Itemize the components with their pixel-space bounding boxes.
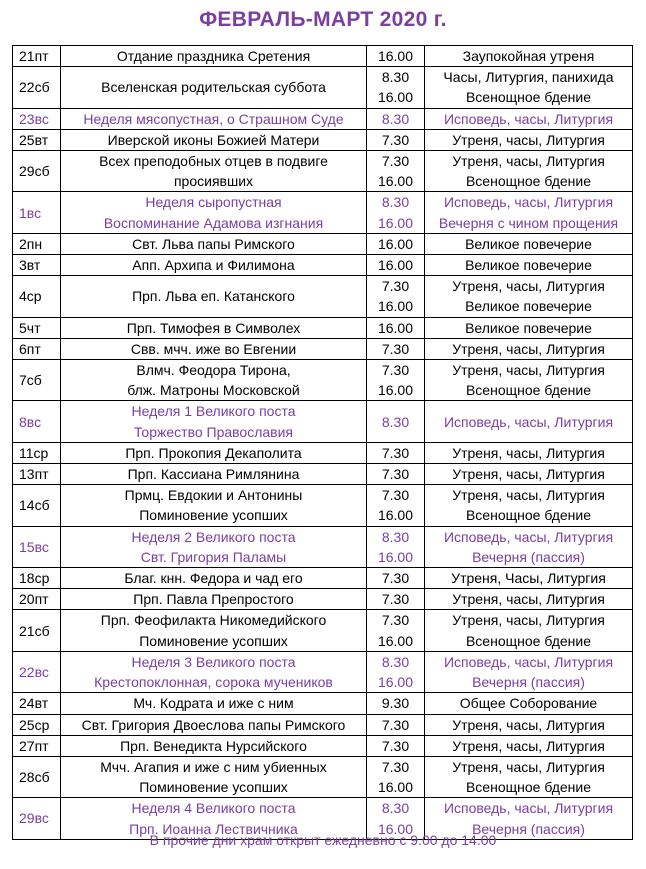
- service-cell-line: Великое повечерие: [465, 235, 592, 252]
- event-cell-line: Апп. Архипа и Филимона: [132, 257, 295, 274]
- service-cell-line: Утреня, часы, Литургия: [452, 131, 605, 148]
- event-cell-line: Неделя сыропустная: [145, 194, 282, 211]
- service-cell-line: Исповедь, часы, Литургия: [443, 528, 614, 545]
- service-cell-line: Заупокойная утреня: [462, 48, 595, 64]
- service-cell-line: Всенощное бдение: [465, 632, 592, 649]
- event-cell: [61, 714, 367, 735]
- event-cell-line: Всех преподобных отцев в подвиге: [99, 153, 328, 170]
- service-cell: [425, 338, 633, 359]
- time-cell-line: 7.30: [381, 278, 410, 295]
- event-cell-line: Вселенская родительская суббота: [101, 79, 326, 96]
- event-cell-line: Прп. Тимофея в Символех: [126, 319, 301, 336]
- time-cell: [367, 464, 425, 485]
- service-cell-line: Утреня, часы, Литургия: [452, 487, 605, 504]
- table-row: [13, 756, 633, 797]
- day-cell: 6пт: [13, 338, 61, 359]
- event-cell: [61, 610, 367, 651]
- service-cell-line: Утреня, часы, Литургия: [452, 612, 605, 629]
- table-row: [13, 192, 633, 233]
- time-cell-line: 8.30: [381, 110, 410, 127]
- event-cell: [61, 255, 367, 276]
- day-cell: 25ср: [13, 714, 61, 735]
- event-cell: [61, 464, 367, 485]
- time-cell: [367, 526, 425, 567]
- time-cell: [367, 233, 425, 254]
- table-row: [13, 401, 633, 442]
- service-cell: [425, 108, 633, 129]
- event-cell: [61, 360, 367, 401]
- service-cell: [425, 151, 633, 192]
- service-cell-line: Исповедь, часы, Литургия: [443, 110, 614, 127]
- day-cell: 2пн: [13, 233, 61, 254]
- service-cell-line: Исповедь, часы, Литургия: [443, 413, 614, 430]
- time-cell: [367, 610, 425, 651]
- event-cell-line: Неделя мясопустная, о Страшном Суде: [83, 110, 344, 127]
- service-cell: [425, 46, 633, 67]
- service-cell: [425, 233, 633, 254]
- table-row: [13, 129, 633, 150]
- time-cell: [367, 401, 425, 442]
- time-cell: [367, 485, 425, 526]
- event-cell-line: Свт. Григория Двоеслова папы Римского: [81, 716, 346, 733]
- footer-note: В прочие дни храм открыт ежедневно с 9.00 до 14.00: [149, 832, 497, 848]
- table-row: [13, 317, 633, 338]
- time-cell-line: 7.30: [381, 570, 410, 587]
- service-cell: [425, 714, 633, 735]
- service-cell-line: Великое повечерие: [465, 319, 592, 336]
- service-cell-line: Великое повечерие: [465, 257, 592, 274]
- event-cell: [61, 276, 367, 317]
- event-cell: [61, 526, 367, 567]
- time-cell-line: 7.30: [381, 716, 410, 733]
- service-cell-line: Вечерня с чином прощения: [438, 214, 619, 231]
- time-cell-line: 8.30: [381, 194, 410, 211]
- time-cell-line: 16.00: [377, 173, 414, 190]
- day-cell: 11ср: [13, 442, 61, 463]
- table-row: [13, 46, 633, 67]
- service-cell-line: Утреня, часы, Литургия: [452, 716, 605, 733]
- time-cell-line: 7.30: [381, 153, 410, 170]
- service-cell: [425, 693, 633, 714]
- day-cell: 1вс: [13, 192, 61, 233]
- event-cell-line: Свт. Льва папы Римского: [132, 235, 295, 252]
- time-cell-line: 16.00: [377, 507, 414, 524]
- event-cell: [61, 108, 367, 129]
- event-cell-line: Прп. Кассиана Римлянина: [127, 466, 300, 483]
- event-cell: [61, 129, 367, 150]
- event-cell: [61, 151, 367, 192]
- event-cell-line: Мч. Кодрата и иже с ним: [133, 695, 294, 712]
- service-cell-line: Утреня, часы, Литургия: [452, 362, 605, 379]
- service-cell-line: Утреня, часы, Литургия: [452, 444, 605, 461]
- time-cell: [367, 317, 425, 338]
- page-title: ФЕВРАЛЬ-МАРТ 2020 г.: [199, 8, 447, 31]
- time-cell-line: 16.00: [377, 820, 414, 837]
- time-cell: [367, 129, 425, 150]
- service-cell: [425, 485, 633, 526]
- service-cell-line: Утреня, часы, Литургия: [452, 737, 605, 754]
- event-cell-line: Прмц. Евдокии и Антонины: [124, 487, 303, 504]
- service-cell: [425, 317, 633, 338]
- time-cell: [367, 67, 425, 108]
- table-row: [13, 151, 633, 192]
- time-cell: [367, 714, 425, 735]
- service-cell-line: Вечерня (пассия): [472, 674, 585, 691]
- time-cell-line: 16.00: [377, 548, 414, 565]
- day-cell: 21сб: [13, 610, 61, 651]
- table-row: [13, 693, 633, 714]
- table-row: [13, 67, 633, 108]
- event-cell: [61, 401, 367, 442]
- service-cell-line: Утреня, часы, Литургия: [452, 340, 605, 357]
- event-cell-line: Торжество Православия: [133, 423, 294, 440]
- event-cell: [61, 67, 367, 108]
- time-cell: [367, 568, 425, 589]
- event-cell: [61, 485, 367, 526]
- event-cell: [61, 756, 367, 797]
- table-row: [13, 485, 633, 526]
- event-cell: [61, 338, 367, 359]
- event-cell-line: Влмч. Феодора Тирона,: [136, 362, 291, 379]
- service-cell-line: Всенощное бдение: [465, 89, 592, 106]
- table-row: [13, 714, 633, 735]
- event-cell-line: Поминовение усопших: [139, 779, 288, 796]
- day-cell: 18ср: [13, 568, 61, 589]
- day-cell: 13пт: [13, 464, 61, 485]
- time-cell-line: 7.30: [381, 131, 410, 148]
- time-cell-line: 16.00: [377, 235, 414, 252]
- service-cell-line: Утреня, часы, Литургия: [452, 466, 605, 483]
- table-row: [13, 589, 633, 610]
- day-cell: 28сб: [13, 756, 61, 797]
- service-cell-line: Утреня, часы, Литургия: [452, 278, 605, 295]
- day-cell: 20пт: [13, 589, 61, 610]
- time-cell-line: 16.00: [377, 298, 414, 315]
- time-cell-line: 7.30: [381, 591, 410, 608]
- event-cell-line: Неделя 2 Великого поста: [131, 528, 296, 545]
- time-cell: [367, 255, 425, 276]
- service-cell-line: Утреня, Часы, Литургия: [451, 570, 606, 587]
- service-cell-line: Исповедь, часы, Литургия: [443, 194, 614, 211]
- time-cell: [367, 589, 425, 610]
- service-cell-line: Всенощное бдение: [465, 173, 592, 190]
- event-cell-line: Неделя 1 Великого поста: [131, 403, 296, 420]
- time-cell: [367, 192, 425, 233]
- service-cell: [425, 67, 633, 108]
- event-cell: [61, 442, 367, 463]
- event-cell: [61, 317, 367, 338]
- day-cell: 22вс: [13, 651, 61, 692]
- day-cell: 15вс: [13, 526, 61, 567]
- time-cell-line: 16.00: [377, 319, 414, 336]
- service-cell-line: Утреня, часы, Литургия: [452, 758, 605, 775]
- time-cell-line: 8.30: [381, 69, 410, 86]
- event-cell: [61, 589, 367, 610]
- time-cell-line: 16.00: [377, 48, 414, 64]
- service-cell-line: Всенощное бдение: [465, 507, 592, 524]
- time-cell-line: 7.30: [381, 466, 410, 483]
- service-cell: [425, 255, 633, 276]
- day-cell: 14сб: [13, 485, 61, 526]
- day-cell: 23вс: [13, 108, 61, 129]
- event-cell-line: Прп. Прокопия Декаполита: [125, 444, 302, 461]
- service-cell: [425, 610, 633, 651]
- time-cell-line: 8.30: [381, 653, 410, 670]
- time-cell-line: 8.30: [381, 413, 410, 430]
- service-cell-line: Вечерня (пассия): [472, 548, 585, 565]
- time-cell-line: 7.30: [381, 340, 410, 357]
- day-cell: 8вс: [13, 401, 61, 442]
- time-cell-line: 16.00: [377, 257, 414, 274]
- service-cell: [425, 651, 633, 692]
- table-row: [13, 233, 633, 254]
- service-cell: [425, 589, 633, 610]
- time-cell-line: 7.30: [381, 487, 410, 504]
- time-cell-line: 16.00: [377, 382, 414, 399]
- time-cell: [367, 338, 425, 359]
- event-cell-line: блж. Матроны Московской: [127, 382, 300, 399]
- service-cell-line: Исповедь, часы, Литургия: [443, 653, 614, 670]
- time-cell-line: 16.00: [377, 674, 414, 691]
- service-cell: [425, 756, 633, 797]
- time-cell: [367, 151, 425, 192]
- event-cell-line: Мчч. Агапия и иже с ним убиенных: [100, 758, 327, 775]
- service-cell-line: Общее Соборование: [459, 695, 598, 712]
- service-cell-line: Всенощное бдение: [465, 779, 592, 796]
- time-cell-line: 16.00: [377, 214, 414, 231]
- service-cell-line: Часы, Литургия, панихида: [443, 69, 614, 86]
- table-row: [13, 108, 633, 129]
- service-cell: [425, 401, 633, 442]
- service-cell: [425, 360, 633, 401]
- time-cell: [367, 651, 425, 692]
- event-cell-line: Отдание праздника Сретения: [116, 48, 311, 64]
- table-row: [13, 276, 633, 317]
- service-cell: [425, 464, 633, 485]
- time-cell-line: 16.00: [377, 89, 414, 106]
- time-cell: [367, 46, 425, 67]
- service-cell: [425, 192, 633, 233]
- day-cell: 27пт: [13, 735, 61, 756]
- service-cell: [425, 526, 633, 567]
- service-cell: [425, 735, 633, 756]
- time-cell-line: 9.30: [381, 695, 410, 712]
- service-cell: [425, 129, 633, 150]
- day-cell: 25вт: [13, 129, 61, 150]
- time-cell: [367, 442, 425, 463]
- time-cell-line: 16.00: [377, 779, 414, 796]
- time-cell-line: 16.00: [377, 632, 414, 649]
- time-cell-line: 7.30: [381, 737, 410, 754]
- event-cell-line: Неделя 4 Великого поста: [131, 800, 296, 817]
- service-cell: [425, 442, 633, 463]
- event-cell-line: Иверской иконы Божией Матери: [107, 131, 320, 148]
- time-cell: [367, 693, 425, 714]
- time-cell-line: 7.30: [381, 444, 410, 461]
- service-cell: [425, 568, 633, 589]
- event-cell: [61, 568, 367, 589]
- event-cell-line: Прп. Льва еп. Катанского: [132, 288, 295, 305]
- service-cell: [425, 276, 633, 317]
- day-cell: 4ср: [13, 276, 61, 317]
- event-cell-line: Поминовение усопших: [139, 507, 288, 524]
- event-cell-line: Свв. мчч. иже во Евгении: [130, 340, 297, 357]
- event-cell: [61, 233, 367, 254]
- table-row: [13, 360, 633, 401]
- day-cell: 24вт: [13, 693, 61, 714]
- day-cell: 22сб: [13, 67, 61, 108]
- service-cell-line: Великое повечерие: [465, 298, 592, 315]
- table-row: [13, 338, 633, 359]
- time-cell-line: 8.30: [381, 528, 410, 545]
- table-row: [13, 568, 633, 589]
- day-cell: 7сб: [13, 360, 61, 401]
- service-cell-line: Вечерня (пассия): [472, 820, 585, 837]
- service-cell-line: Утреня, часы, Литургия: [452, 591, 605, 608]
- service-cell-line: Всенощное бдение: [465, 382, 592, 399]
- event-cell: [61, 192, 367, 233]
- event-cell: [61, 735, 367, 756]
- table-row: [13, 442, 633, 463]
- time-cell: [367, 360, 425, 401]
- time-cell-line: 7.30: [381, 758, 410, 775]
- event-cell: [61, 651, 367, 692]
- time-cell-line: 7.30: [381, 612, 410, 629]
- service-cell-line: Исповедь, часы, Литургия: [443, 800, 614, 817]
- event-cell-line: просиявших: [173, 173, 254, 190]
- event-cell-line: Благ. кнн. Федора и чад его: [124, 570, 303, 587]
- day-cell: 5чт: [13, 317, 61, 338]
- table-row: [13, 651, 633, 692]
- event-cell-line: Прп. Венедикта Нурсийского: [120, 737, 307, 754]
- table-row: [13, 255, 633, 276]
- event-cell: [61, 46, 367, 67]
- day-cell: 21пт: [13, 46, 61, 67]
- event-cell-line: Свт. Григория Паламы: [140, 548, 287, 565]
- table-row: [13, 464, 633, 485]
- time-cell-line: 8.30: [381, 800, 410, 817]
- event-cell-line: Неделя 3 Великого поста: [131, 653, 296, 670]
- event-cell-line: Крестопоклонная, сорока мучеников: [94, 674, 333, 691]
- event-cell-line: Прп. Феофилакта Никомедийского: [100, 612, 327, 629]
- day-cell: 29вс: [13, 798, 61, 839]
- time-cell-line: 7.30: [381, 362, 410, 379]
- time-cell: [367, 276, 425, 317]
- day-cell: 3вт: [13, 255, 61, 276]
- schedule-table: [12, 45, 633, 840]
- time-cell: [367, 735, 425, 756]
- table-row: [13, 610, 633, 651]
- time-cell: [367, 756, 425, 797]
- event-cell: [61, 693, 367, 714]
- table-row: [13, 526, 633, 567]
- schedule-body: [13, 46, 633, 840]
- event-cell-line: Воспоминание Адамова изгнания: [103, 214, 324, 231]
- service-cell-line: Утреня, часы, Литургия: [452, 153, 605, 170]
- table-row: [13, 735, 633, 756]
- event-cell-line: Прп. Иоанна Лествичника: [129, 820, 298, 837]
- event-cell-line: Поминовение усопших: [139, 632, 288, 649]
- event-cell-line: Прп. Павла Препростого: [133, 591, 294, 608]
- day-cell: 29сб: [13, 151, 61, 192]
- time-cell: [367, 108, 425, 129]
